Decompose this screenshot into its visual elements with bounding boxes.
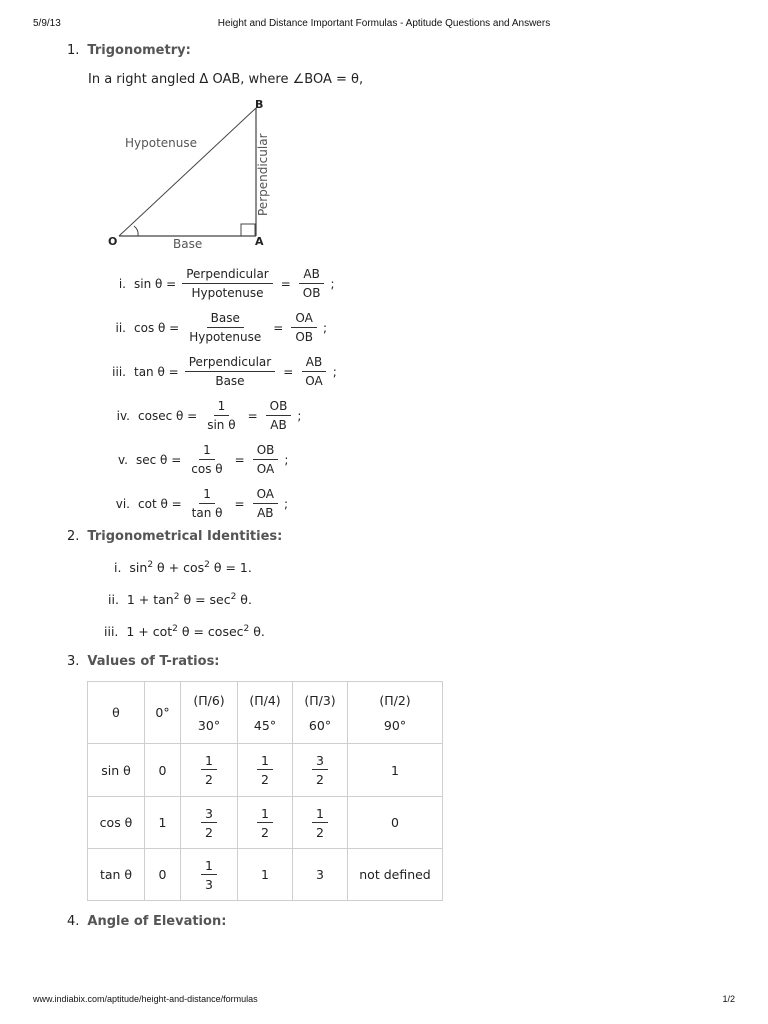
section-number: 1. — [67, 43, 80, 58]
fraction: $\frac{AB}{OB}$ — [299, 267, 325, 300]
identity — [114, 560, 252, 575]
ratio-formula — [96, 311, 327, 344]
identity-text: θ + cos — [153, 560, 205, 576]
identity-numeral: i. — [114, 560, 122, 576]
section-number: 2. — [67, 529, 80, 544]
section-title: Trigonometrical Identities: — [87, 529, 283, 544]
ratio-formula — [100, 267, 335, 300]
table-row — [88, 744, 443, 797]
ratio-formula — [96, 443, 288, 476]
formula-numeral: iii. — [112, 364, 126, 379]
label-hypotenuse: Hypotenuse — [125, 136, 198, 150]
equals-sign: = — [273, 320, 284, 335]
table-row — [88, 849, 443, 901]
fraction: $\frac{\text{Perpendicular}}{\text{Base}}$ — [185, 355, 276, 388]
fraction: $\frac{OA}{AB}$ — [253, 487, 278, 520]
semicolon: ; — [323, 320, 328, 335]
fraction: $\frac{1}{3}$ — [201, 858, 217, 892]
fraction: $\frac{1}{\text{tan θ}}$ — [191, 487, 223, 520]
identity-text: θ = sec — [179, 592, 231, 608]
right-triangle-diagram — [0, 0, 768, 260]
fraction: $\frac{OB}{OA}$ — [253, 443, 279, 476]
vertex-o: O — [108, 235, 118, 248]
table-header-row — [88, 682, 443, 744]
table-cell: 3 — [293, 849, 348, 901]
fraction: $\frac{3}{2}$ — [201, 806, 217, 840]
table-header-cell: (Π/4) 45° — [238, 682, 293, 744]
semicolon: ; — [330, 276, 335, 291]
formula-lhs: cot θ = — [138, 496, 182, 511]
fraction: $\frac{\text{Perpendicular}}{\text{Hypotenuse}}$ — [182, 267, 273, 300]
equals-sign: = — [247, 408, 258, 423]
identity-text: θ. — [249, 624, 265, 640]
section-number: 3. — [67, 654, 80, 669]
section-identities-heading — [67, 529, 282, 544]
vertex-b: B — [255, 98, 264, 111]
formula-lhs: tan θ = — [134, 364, 179, 379]
section-angle-of-elevation-heading — [67, 914, 226, 929]
formula-lhs: sec θ = — [136, 452, 182, 467]
right-angle-marker — [241, 224, 255, 236]
equals-sign: = — [234, 452, 245, 467]
table-cell: 1 — [145, 797, 181, 849]
identity-text: 1 + cot — [126, 624, 173, 640]
semicolon: ; — [297, 408, 302, 423]
table-cell: 1 — [238, 849, 293, 901]
identity — [104, 624, 265, 639]
fraction: $\frac{OA}{OB}$ — [291, 311, 317, 344]
identity-text: θ. — [236, 592, 252, 608]
ratio-formula — [96, 487, 288, 520]
exponent: 2 — [173, 592, 180, 602]
label-base: Base — [173, 237, 203, 251]
formula-numeral: v. — [118, 452, 128, 467]
identity-numeral: iii. — [104, 624, 119, 640]
table-cell — [181, 797, 238, 849]
section-number: 4. — [67, 914, 80, 929]
fraction: $\frac{3}{2}$ — [312, 753, 328, 787]
table-cell: 0 — [145, 849, 181, 901]
fraction: $\frac{OB}{AB}$ — [266, 399, 292, 432]
row-label: tan θ — [88, 849, 145, 901]
table-cell: 1 — [348, 744, 443, 797]
page-title: Height and Distance Important Formulas - Aptitude Questions and Answers — [217, 18, 551, 29]
table-header-cell: 0° — [145, 682, 181, 744]
formula-numeral: ii. — [115, 320, 126, 335]
row-label: sin θ — [88, 744, 145, 797]
formula-lhs: cosec θ = — [138, 408, 198, 423]
semicolon: ; — [284, 496, 289, 511]
fraction: $\frac{1}{2}$ — [257, 753, 273, 787]
row-label: cos θ — [88, 797, 145, 849]
fraction: $\frac{1}{2}$ — [312, 806, 328, 840]
table-cell: not defined — [348, 849, 443, 901]
fraction: $\frac{1}{2}$ — [201, 753, 217, 787]
table-cell — [238, 797, 293, 849]
equals-sign: = — [283, 364, 294, 379]
fraction: $\frac{1}{2}$ — [257, 806, 273, 840]
section-title: Trigonometry: — [87, 43, 191, 58]
fraction: $\frac{1}{\text{cos θ}}$ — [191, 443, 223, 476]
formula-numeral: i. — [118, 276, 126, 291]
exponent: 2 — [204, 560, 210, 570]
page-number: 1/2 — [722, 994, 735, 1004]
t-ratios-table — [87, 681, 443, 901]
identity-text: θ = cosec — [177, 624, 244, 640]
table-cell — [293, 744, 348, 797]
angle-arc — [134, 226, 138, 236]
table-cell: 0 — [348, 797, 443, 849]
table-header-cell: (Π/6) 30° — [181, 682, 238, 744]
table-cell — [293, 797, 348, 849]
table-cell: 0 — [145, 744, 181, 797]
exponent: 2 — [230, 592, 237, 602]
table-cell — [181, 744, 238, 797]
label-perpendicular: Perpendicular — [256, 133, 270, 216]
equals-sign: = — [280, 276, 291, 291]
section-t-ratios-heading — [67, 654, 220, 669]
formula-numeral: vi. — [115, 496, 130, 511]
identity-numeral: ii. — [108, 592, 119, 608]
formula-lhs: sin θ = — [134, 276, 177, 291]
table-header-cell: (Π/3) 60° — [293, 682, 348, 744]
table-row — [88, 797, 443, 849]
identity-text: 1 + tan — [126, 592, 174, 608]
section-title: Values of T-ratios: — [87, 654, 220, 669]
table-header-cell: θ — [88, 682, 145, 744]
semicolon: ; — [332, 364, 337, 379]
exponent: 2 — [147, 560, 154, 570]
fraction: $\frac{\text{Base}}{\text{Hypotenuse}}$ — [189, 311, 262, 344]
exponent: 2 — [243, 624, 250, 634]
hypotenuse-line — [119, 108, 256, 236]
table-cell — [238, 744, 293, 797]
identity — [108, 592, 252, 607]
formula-lhs: cos θ = — [134, 320, 180, 335]
exponent: 2 — [172, 624, 178, 634]
fraction: $\frac{AB}{OA}$ — [301, 355, 326, 388]
ratio-formula — [96, 355, 337, 388]
identity-text: sin — [129, 560, 148, 576]
equals-sign: = — [234, 496, 245, 511]
table-header-cell: (Π/2) 90° — [348, 682, 443, 744]
table-cell — [181, 849, 238, 901]
semicolon: ; — [284, 452, 289, 467]
triangle-intro: In a right angled Δ OAB, where ∠BOA = θ, — [88, 72, 364, 87]
identity-text: θ = 1. — [209, 560, 252, 576]
formula-numeral: iv. — [116, 408, 130, 423]
vertex-a: A — [255, 235, 264, 248]
ratio-formula — [96, 399, 301, 432]
fraction: $\frac{1}{\text{sin θ}}$ — [207, 399, 236, 432]
page-url: www.indiabix.com/aptitude/height-and-distance/formulas — [33, 994, 258, 1004]
print-date: 5/9/13 — [33, 18, 61, 29]
section-title: Angle of Elevation: — [87, 914, 227, 929]
